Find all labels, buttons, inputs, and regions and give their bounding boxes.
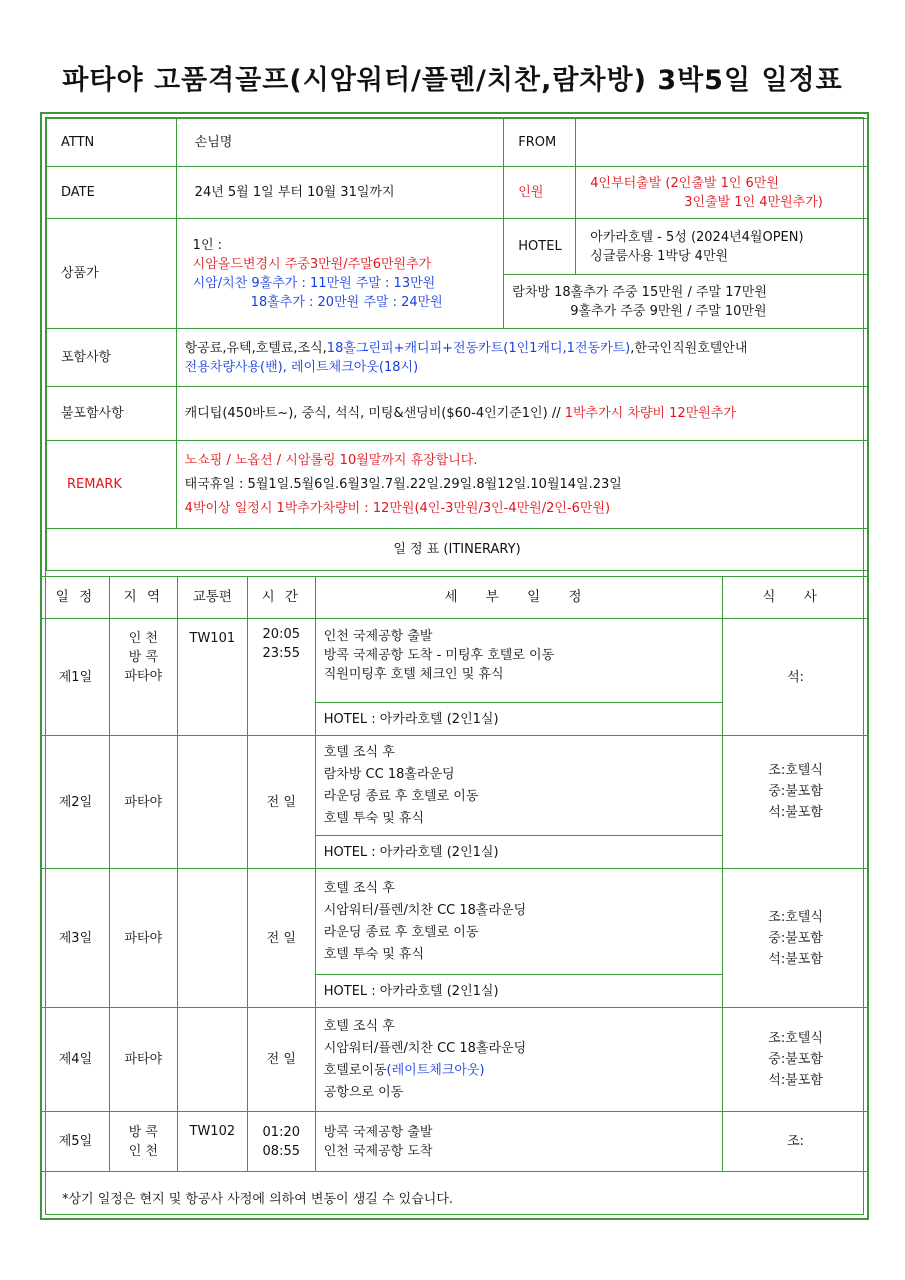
day-1-hotel: HOTEL : 아카라호텔 (2인1실) — [315, 703, 722, 736]
excluded-value: 캐디팁(450바트~), 중식, 석식, 미팅&샌딩비($60-4인기준1인) // 1박추가시 차량비 12만원추가 — [176, 387, 867, 441]
date-label: DATE — [47, 167, 177, 219]
day-4-label: 제4일 — [42, 1008, 110, 1112]
attn-label: ATTN — [47, 119, 177, 167]
day-5-region: 방 콕 인 천 — [109, 1112, 177, 1172]
header-meal: 식 사 — [723, 577, 869, 619]
people-label: 인원 — [504, 167, 576, 219]
header-time: 시 간 — [247, 577, 315, 619]
included-label: 포함사항 — [47, 329, 177, 387]
from-value — [576, 119, 868, 167]
day-2-label: 제2일 — [42, 736, 110, 869]
day-3-details: 호텔 조식 후 시암워터/플렌/치찬 CC 18홀라운딩 라운딩 종료 후 호텔로 이동 호텔 투숙 및 휴식 — [315, 869, 722, 975]
remark-value: 노쇼핑 / 노옵션 / 시암롤링 10월말까지 휴장합니다. 태국휴일 : 5월1일.5월6일.6월3일.7월.22일.29일.8월12일.10월14일.23일 4박이상 일정시 1박추가차량비 : 12만원(4인-3만원/3인-4만원/2인-6만원) — [176, 441, 867, 529]
day-4-meal: 조:호텔식 중:불포함 석:불포함 — [723, 1008, 869, 1112]
ramchabang-price: 람차방 18홀추가 주중 15만원 / 주말 17만원 9홀추가 주중 9만원 / 주말 10만원 — [504, 275, 868, 329]
header-region: 지 역 — [109, 577, 177, 619]
attn-value: 손님명 — [176, 119, 504, 167]
excluded-label: 불포함사항 — [47, 387, 177, 441]
page-title: 파타야 고품격골프(시암워터/플렌/치찬,람차방) 3박5일 일정표 — [62, 65, 843, 96]
header-transport: 교통편 — [177, 577, 247, 619]
itinerary-table — [41, 576, 869, 1172]
remark-label: REMARK — [47, 441, 177, 529]
hotel-value: 아카라호텔 - 5성 (2024년4월OPEN) 싱글룸사용 1박당 4만원 — [576, 219, 868, 275]
day-1-meal: 석: — [723, 619, 869, 736]
day-2-details: 호텔 조식 후 람차방 CC 18홀라운딩 라운딩 종료 후 호텔로 이동 호텔 투숙 및 휴식 — [315, 736, 722, 836]
from-label: FROM — [504, 119, 576, 167]
day-5-transport: TW102 — [177, 1112, 247, 1172]
day-5-meal: 조: — [723, 1112, 869, 1172]
day-1-time: 20:05 23:55 — [247, 619, 315, 736]
footnote: *상기 일정은 현지 및 항공사 사정에 의하여 변동이 생길 수 있습니다. — [62, 1192, 454, 1207]
day-3-hotel: HOTEL : 아카라호텔 (2인1실) — [315, 975, 722, 1008]
day-5-label: 제5일 — [42, 1112, 110, 1172]
day-2-meal: 조:호텔식 중:불포함 석:불포함 — [723, 736, 869, 869]
header-day: 일 정 — [42, 577, 110, 619]
day-3-transport — [177, 869, 247, 1008]
day-1-details: 인천 국제공항 출발 방콕 국제공항 도착 - 미팅후 호텔로 이동 직원미팅후 호텔 체크인 및 휴식 — [315, 619, 722, 703]
info-table — [46, 118, 868, 571]
date-value: 24년 5월 1일 부터 10월 31일까지 — [176, 167, 504, 219]
day-4-region: 파타야 — [109, 1008, 177, 1112]
day-4-time: 전 일 — [247, 1008, 315, 1112]
price-label: 상품가 — [47, 219, 177, 329]
day-4-transport — [177, 1008, 247, 1112]
day-1-region: 인 천 방 콕 파타야 — [109, 619, 177, 736]
day-5-time: 01:20 08:55 — [247, 1112, 315, 1172]
day-3-time: 전 일 — [247, 869, 315, 1008]
day-3-label: 제3일 — [42, 869, 110, 1008]
day-1-label: 제1일 — [42, 619, 110, 736]
day-1-transport: TW101 — [177, 619, 247, 736]
hotel-label: HOTEL — [504, 219, 576, 275]
day-2-time: 전 일 — [247, 736, 315, 869]
day-2-transport — [177, 736, 247, 869]
day-2-hotel: HOTEL : 아카라호텔 (2인1실) — [315, 836, 722, 869]
day-5-details: 방콕 국제공항 출발 인천 국제공항 도착 — [315, 1112, 722, 1172]
people-value: 4인부터출발 (2인출발 1인 6만원 3인출발 1인 4만원추가) — [576, 167, 868, 219]
day-3-region: 파타야 — [109, 869, 177, 1008]
header-detail: 세 부 일 정 — [315, 577, 722, 619]
itinerary-title: 일 정 표 (ITINERARY) — [47, 529, 868, 571]
day-2-region: 파타야 — [109, 736, 177, 869]
day-3-meal: 조:호텔식 중:불포함 석:불포함 — [723, 869, 869, 1008]
included-value: 항공료,유텍,호텔료,조식,18홀그린피+캐디피+전동카트(1인1캐디,1전동카트),한국인직원호텔안내 전용차량사용(밴), 레이트체크아웃(18시) — [176, 329, 867, 387]
price-value: 1인 : 시암올드변경시 주중3만원/주말6만원추가 시암/치찬 9홀추가 : 11만원 주말 : 13만원 18홀추가 : 20만원 주말 : 24만원 — [176, 219, 504, 329]
day-4-details: 호텔 조식 후 시암워터/플렌/치찬 CC 18홀라운딩 호텔로이동(레이트체크아웃) 공항으로 이동 — [315, 1008, 722, 1112]
